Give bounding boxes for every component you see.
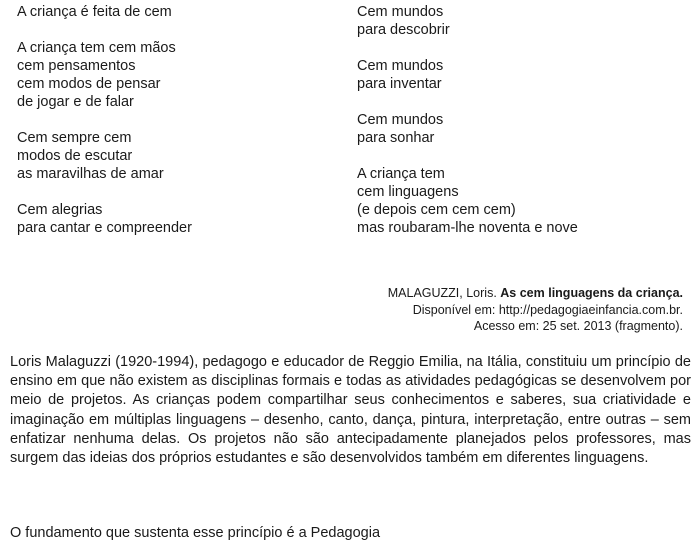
verse: as maravilhas de amar — [17, 166, 164, 182]
stanza — [17, 201, 192, 237]
source-citation — [388, 285, 683, 335]
stanza — [357, 165, 578, 237]
citation-accessed: Acesso em: 25 set. 2013 (fragmento). — [473, 319, 683, 333]
verse: A criança é feita de cem — [17, 4, 172, 20]
verse: cem linguagens — [357, 184, 459, 200]
citation-reference-line — [388, 285, 683, 302]
verse: Cem sempre cem — [17, 130, 132, 146]
verse: para sonhar — [357, 130, 435, 146]
verse: para cantar e compreender — [17, 220, 192, 236]
verse: mas roubaram-lhe noventa e nove — [357, 220, 578, 236]
verse: Cem mundos — [357, 112, 444, 128]
verse: Cem mundos — [357, 4, 444, 20]
body-paragraph: Loris Malaguzzi (1920-1994), pedagogo e educador de Reggio Emilia, na Itália, constituiu um princípio de ensino em que não existem as disciplinas formais e todas as atividades pedagógicas se desenvolvem por meio de projetos. As crianças podem compartilhar seus conhecimentos e saberes, sua criatividade e imaginação em múltiplas linguagens – desenho, canto, dança, pintura, interpretação, entre outras – sem enfatizar nenhuma delas. Os projetos não são antecipadamente planejados pelos professores, mas surgem das ideias dos próprios estudantes e são desenvolvidos também em diferentes linguagens. — [10, 354, 691, 467]
stanza — [17, 3, 192, 21]
stanza — [357, 111, 578, 147]
verse: modos de escutar — [17, 148, 133, 164]
verse: A criança tem — [357, 166, 445, 182]
stanza — [17, 39, 192, 111]
verse: para descobrir — [357, 22, 450, 38]
citation-title: As cem linguagens da criança. — [500, 286, 683, 300]
verse: cem modos de pensar — [17, 76, 161, 92]
poem-left-column — [17, 3, 192, 255]
poem-right-column — [357, 3, 578, 255]
verse: A criança tem cem mãos — [17, 40, 176, 56]
stanza — [357, 57, 578, 93]
verse: cem pensamentos — [17, 58, 136, 74]
stanza — [357, 3, 578, 39]
question-stem: O fundamento que sustenta esse princípio é a Pedagogia — [10, 525, 381, 541]
verse: para inventar — [357, 76, 442, 92]
verse: Cem alegrias — [17, 202, 103, 218]
citation-author: MALAGUZZI, Loris. — [387, 286, 497, 300]
citation-available: Disponível em: http://pedagogiaeinfancia.com.br. — [412, 302, 683, 317]
verse: Cem mundos — [357, 58, 444, 74]
verse: de jogar e de falar — [17, 94, 134, 110]
stanza — [17, 129, 192, 183]
poem — [0, 3, 699, 243]
verse: (e depois cem cem cem) — [357, 202, 516, 218]
